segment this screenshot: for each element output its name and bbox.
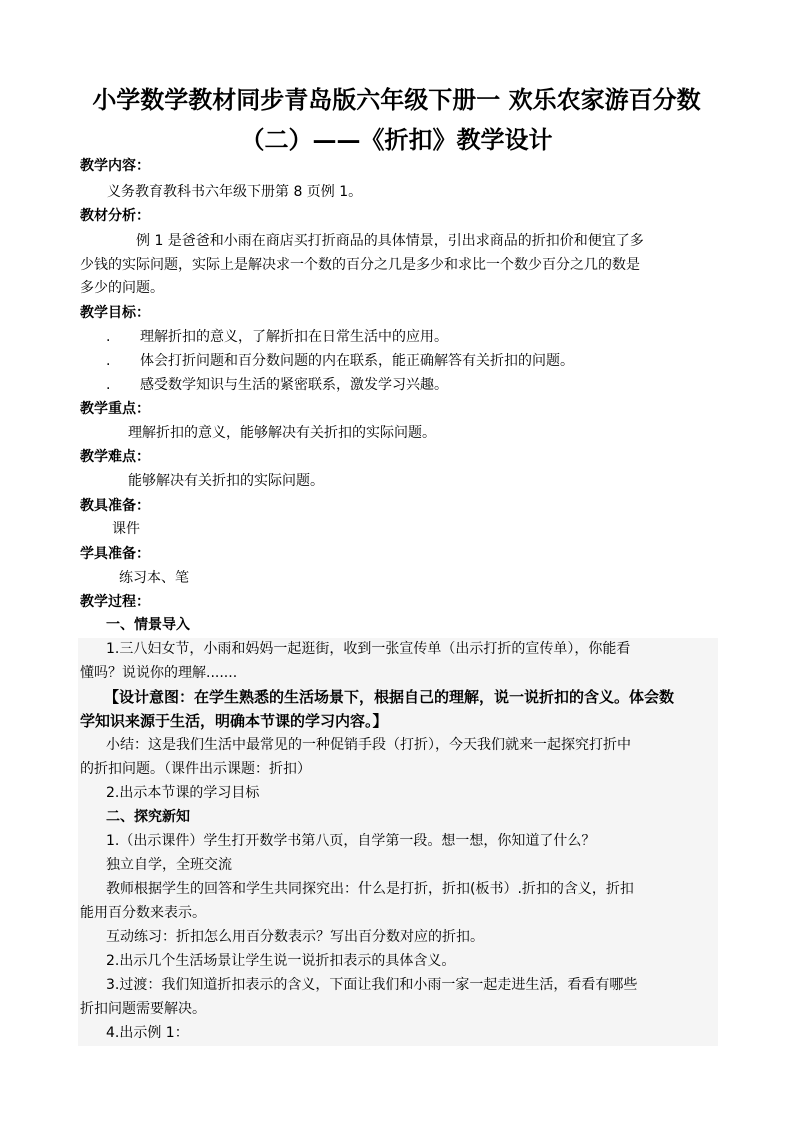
analysis-line-3: 多少的问题。 [80, 280, 164, 296]
goal-3-bullet: . [106, 377, 111, 393]
key-points-text: 理解折扣的意义，能够解决有关折扣的实际问题。 [128, 425, 436, 441]
analysis-line-1: 例 1 是爸爸和小雨在商店买打折商品的具体情景，引出求商品的折扣价和便宜了多 [136, 233, 644, 249]
goal-1: 理解折扣的意义，了解折扣在日常生活中的应用。 [140, 329, 448, 345]
section-1-title: 一、情景导入 [106, 617, 190, 633]
heading-goals: 教学目标： [80, 305, 150, 321]
section-2-paragraph-1b: 独立自学，全班交流 [106, 857, 232, 873]
difficult-points-text: 能够解决有关折扣的实际问题。 [128, 473, 324, 489]
summary-line-1: 小结：这是我们生活中最常见的一种促销手段（打折），今天我们就来一起探究打折中 [106, 737, 631, 753]
section-2-paragraph-1c-b: 能用百分数来表示。 [80, 905, 206, 921]
heading-difficult-points: 教学难点： [80, 449, 150, 465]
section-1-paragraph-1b: 懂吗？说说你的理解....... [80, 665, 238, 681]
section-2-paragraph-4: 4.出示例 1： [106, 1025, 189, 1041]
section-1-paragraph-1a: 1.三八妇女节，小雨和妈妈一起逛街，收到一张宣传单（出示打折的宣传单），你能看 [106, 641, 631, 657]
heading-process: 教学过程： [80, 594, 150, 610]
goal-1-bullet: . [106, 329, 111, 345]
section-1-paragraph-2: 2.出示本节课的学习目标 [106, 785, 260, 801]
goal-3: 感受数学知识与生活的紧密联系，激发学习兴趣。 [140, 377, 448, 393]
summary-line-2: 的折扣问题。（课件出示课题：折扣） [80, 761, 311, 777]
section-2-paragraph-3a: 3.过渡：我们知道折扣表示的含义，下面让我们和小雨一家一起走进生活，看看有哪些 [106, 977, 638, 993]
design-intent-line-2: 学知识来源于生活，明确本节课的学习内容。】 [80, 712, 388, 730]
document-title-line-2: （二）——《折扣》教学设计 [240, 125, 553, 154]
heading-student-tools: 学具准备： [80, 546, 150, 562]
goal-2-bullet: . [106, 353, 111, 369]
interactive-practice: 互动练习：折扣怎么用百分数表示？写出百分数对应的折扣。 [106, 929, 484, 945]
section-2-paragraph-1: 1.（出示课件）学生打开数学书第八页，自学第一段。想一想，你知道了什么？ [106, 833, 596, 849]
teaching-tools-text: 课件 [112, 521, 140, 537]
section-2-paragraph-1c-a: 教师根据学生的回答和学生共同探究出：什么是打折，折扣(板书）.折扣的含义，折扣 [106, 881, 634, 897]
document-title-line-1: 小学数学教材同步青岛版六年级下册一 欢乐农家游百分数 [92, 85, 701, 114]
goal-2: 体会打折问题和百分数问题的内在联系，能正确解答有关折扣的问题。 [140, 353, 574, 369]
analysis-line-2: 少钱的实际问题，实际上是解决求一个数的百分之几是多少和求比一个数少百分之几的数是 [80, 257, 640, 273]
section-2-title: 二、探究新知 [106, 809, 190, 825]
section-2-paragraph-2: 2.出示几个生活场景让学生说一说折扣表示的具体含义。 [106, 953, 456, 969]
heading-analysis: 教材分析： [80, 208, 150, 224]
heading-content: 教学内容： [80, 158, 150, 174]
heading-teaching-tools: 教具准备： [80, 498, 150, 514]
section-2-paragraph-3b: 折扣问题需要解决。 [80, 1001, 206, 1017]
student-tools-text: 练习本、笔 [119, 570, 189, 586]
heading-key-points: 教学重点： [80, 401, 150, 417]
design-intent-line-1: 【设计意图：在学生熟悉的生活场景下，根据自己的理解，说一说折扣的含义。体会数 [104, 688, 675, 706]
content-text: 义务教育教科书六年级下册第 8 页例 1。 [107, 184, 363, 200]
